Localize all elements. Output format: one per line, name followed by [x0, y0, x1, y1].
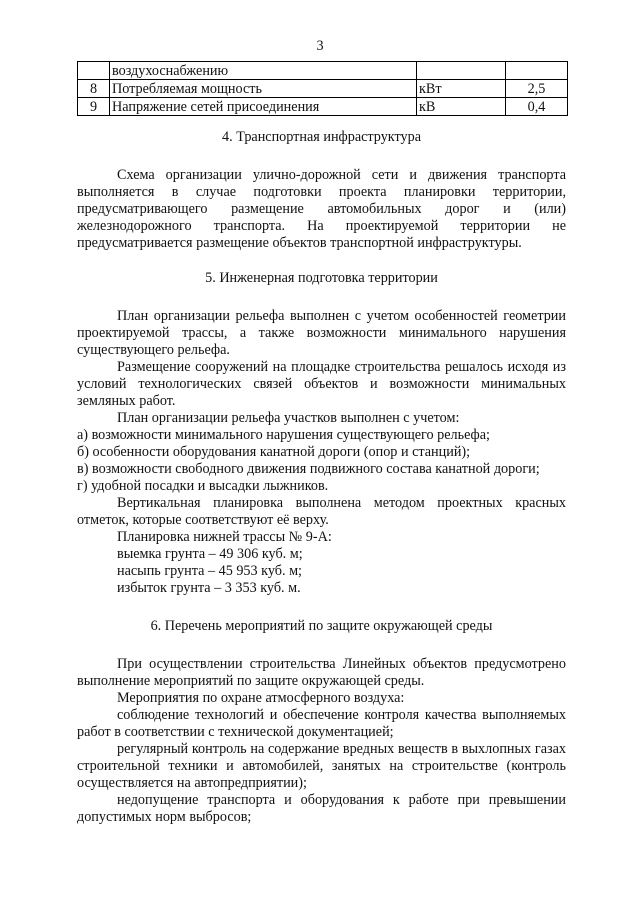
- section-6-paragraph: Мероприятия по охране атмосферного воздуха:: [117, 690, 405, 706]
- section-6-paragraph: соблюдение технологий и обеспечение контроля качества выполняемых работ в соответствии с технической документацией;: [77, 707, 566, 740]
- table-row: [78, 62, 568, 80]
- list-item: в) возможности свободного движения подвижного состава канатной дороги;: [77, 461, 540, 477]
- list-item: а) возможности минимального нарушения существующего рельефа;: [77, 427, 490, 443]
- section-6-paragraph: При осуществлении строительства Линейных объектов предусмотрено выполнение мероприятий по защите окружающей среды.: [77, 656, 566, 689]
- table-cell-unit: [417, 62, 506, 80]
- section-5-paragraph: План организации рельефа выполнен с учетом особенностей геометрии проектируемой трассы, а также возможности минимального нарушения существующего рельефа.: [77, 308, 566, 358]
- list-item: г) удобной посадки и высадки лыжников.: [77, 478, 329, 494]
- section-5-paragraph: Вертикальная планировка выполнена методом проектных красных отметок, которые соответствуют её верху.: [77, 495, 566, 528]
- table-cell-value: 0,4: [506, 98, 568, 116]
- section-5-paragraph: План организации рельефа участков выполнен с учетом:: [117, 410, 460, 426]
- parameters-table: [77, 61, 568, 116]
- table-cell-name: Напряжение сетей присоединения: [110, 98, 417, 116]
- table-cell-num: 9: [78, 98, 110, 116]
- section-5-heading: 5. Инженерная подготовка территории: [205, 270, 438, 286]
- list-item: б) особенности оборудования канатной дороги (опор и станций);: [77, 444, 471, 460]
- table-cell-value: 2,5: [506, 80, 568, 98]
- page-number: 3: [316, 38, 324, 54]
- table-cell-num: 8: [78, 80, 110, 98]
- section-6-paragraph: регулярный контроль на содержание вредных веществ в выхлопных газах строительной техники и автомобилей, занятых на строительстве (контроль осуществляется на автопредприятии);: [77, 741, 566, 791]
- table-cell-name: Потребляемая мощность: [110, 80, 417, 98]
- table-row: [78, 80, 568, 98]
- section-5-paragraph: Размещение сооружений на площадке строительства решалось исходя из условий технологических связей объектов и возможности минимальных земляных работ.: [77, 359, 566, 409]
- table-cell-value: [506, 62, 568, 80]
- table-row: [78, 98, 568, 116]
- table-cell-name: воздухоснабжению: [110, 62, 417, 80]
- section-6-paragraph: недопущение транспорта и оборудования к работе при превышении допустимых норм выбросов;: [77, 792, 566, 825]
- table-cell-unit: кВ: [417, 98, 506, 116]
- earthwork-excess: избыток грунта – 3 353 куб. м.: [117, 580, 301, 596]
- section-4-heading: 4. Транспортная инфраструктура: [222, 129, 421, 145]
- table-cell-unit: кВт: [417, 80, 506, 98]
- earthwork-cut: выемка грунта – 49 306 куб. м;: [117, 546, 303, 562]
- earthwork-fill: насыпь грунта – 45 953 куб. м;: [117, 563, 302, 579]
- document-body: [77, 129, 566, 826]
- table-cell-num: [78, 62, 110, 80]
- section-5-paragraph: Планировка нижней трассы № 9-А:: [117, 529, 332, 545]
- section-4-paragraph: Схема организации улично-дорожной сети и движения транспорта выполняется в случае подготовки проекта планировки территории, предусматривающего размещение автомобильных дорог и (или) железнодорожного транспорта. На проектируемой территории не предусматривается размещение объектов транспортной инфраструктуры.: [77, 167, 566, 251]
- section-6-heading: 6. Перечень мероприятий по защите окружающей среды: [150, 618, 493, 634]
